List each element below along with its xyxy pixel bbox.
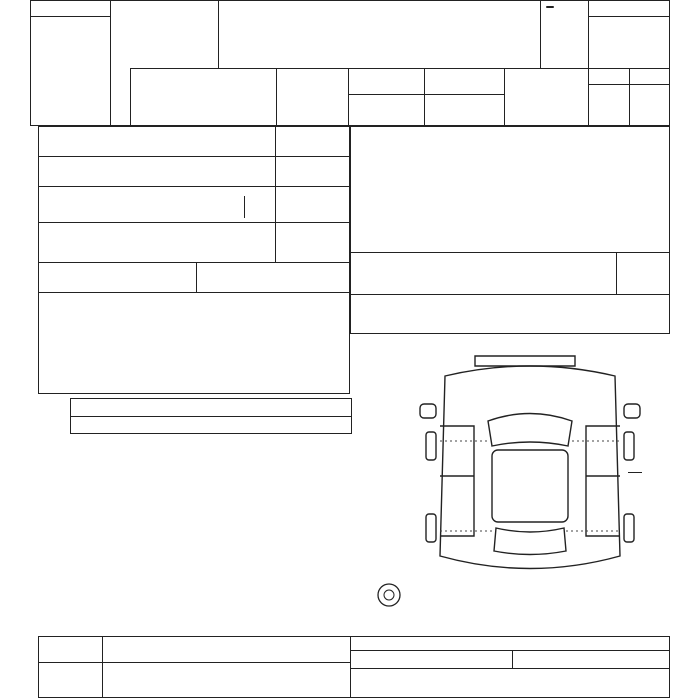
divider — [38, 156, 350, 157]
divider — [102, 636, 103, 698]
divider — [70, 416, 352, 417]
divider — [38, 662, 350, 663]
divider — [244, 196, 245, 218]
divider — [196, 262, 197, 292]
divider — [628, 472, 642, 473]
divider — [512, 650, 513, 668]
sales-frame — [350, 126, 670, 334]
divider — [30, 16, 110, 17]
divider — [348, 68, 349, 126]
divider — [350, 650, 670, 651]
divider — [110, 0, 111, 126]
divider — [275, 126, 276, 262]
divider — [38, 222, 350, 223]
divider — [350, 294, 670, 295]
divider — [38, 262, 350, 263]
divider — [350, 636, 351, 698]
footer-frame — [38, 636, 670, 698]
divider — [276, 68, 277, 126]
divider — [350, 668, 670, 669]
divider — [130, 68, 588, 69]
divider — [616, 252, 617, 294]
divider — [350, 252, 670, 253]
divider — [38, 186, 350, 187]
divider — [588, 84, 670, 85]
car-diagram — [400, 346, 670, 626]
drive-2wd — [546, 6, 554, 8]
divider — [348, 94, 504, 95]
divider — [504, 68, 505, 126]
details-frame — [38, 126, 350, 394]
header-frame — [30, 0, 670, 126]
divider — [130, 68, 131, 126]
divider — [424, 68, 425, 126]
divider — [540, 0, 541, 68]
divider — [38, 292, 350, 293]
divider — [588, 0, 589, 126]
divider — [218, 0, 219, 68]
divider — [588, 16, 670, 17]
spare-tire — [374, 580, 404, 610]
divider — [629, 68, 630, 126]
